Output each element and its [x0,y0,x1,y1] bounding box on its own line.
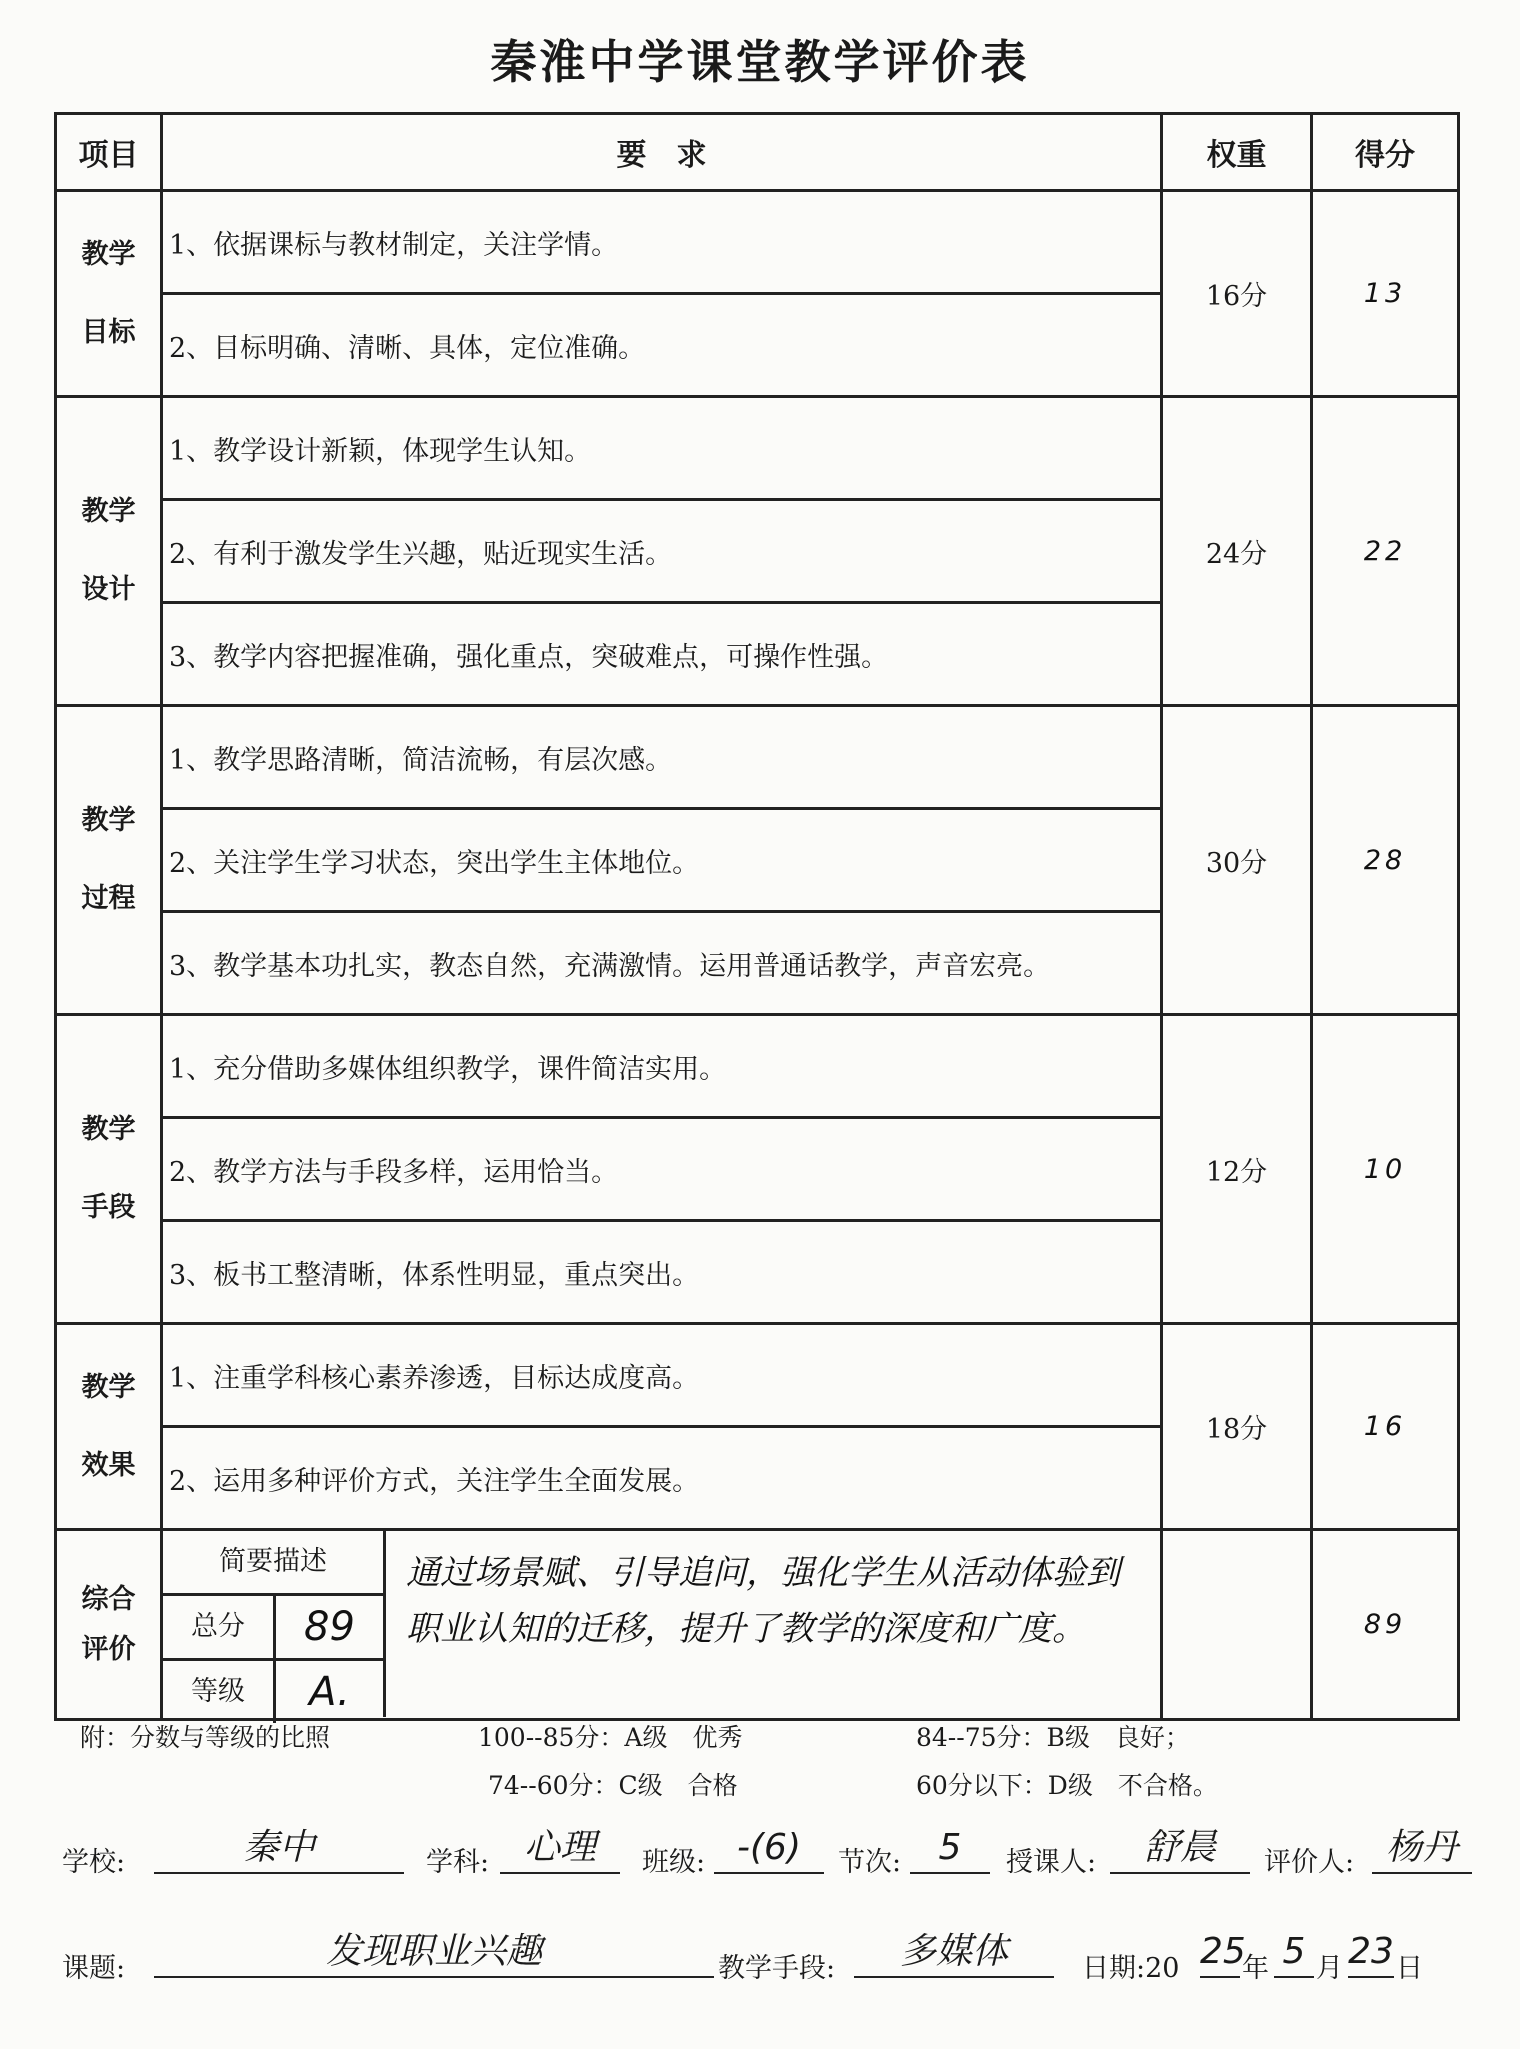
requirement-line: 1、教学思路清晰，简洁流畅，有层次感。 [163,707,1160,810]
header-weight: 权重 [1162,114,1312,191]
score-cell: 10 [1312,1015,1459,1324]
topic-field[interactable]: 发现职业兴趣 [154,1932,714,1978]
score-cell: 13 [1312,191,1459,397]
summary-description: 通过场景赋、引导追问，强化学生从活动体验到职业认知的迁移，提升了教学的深度和广度。 [406,1553,1120,1649]
grade-b-note: 84--75分：B级 良好； [916,1723,1190,1752]
weight-cell: 12分 [1162,1015,1312,1324]
topic-label: 课题: [62,1953,126,1984]
teacher-field[interactable]: 舒晨 [1110,1828,1250,1874]
requirement-line: 2、教学方法与手段多样，运用恰当。 [163,1119,1160,1222]
school-label: 学校: [62,1847,126,1878]
year-field[interactable]: 25 [1200,1932,1240,1978]
section-label: 教学 效果 [56,1324,162,1530]
grade-d-note: 60分以下：D级 不合格。 [916,1771,1218,1800]
month-label: 月 [1316,1953,1343,1984]
requirement-line: 2、有利于激发学生兴趣，贴近现实生活。 [163,501,1160,604]
notes-label: 附：分数与等级的比照 [80,1723,331,1752]
score-cell: 22 [1312,397,1459,706]
total-value: 89 [304,1604,355,1650]
score-cell: 28 [1312,706,1459,1015]
summary-weight-cell [1162,1530,1312,1720]
period-label: 节次: [838,1847,902,1878]
requirement-line: 3、板书工整清晰，体系性明显，重点突出。 [169,1259,700,1291]
form-title: 秦淮中学课堂教学评价表 [490,35,1030,89]
header-score: 得分 [1312,114,1459,191]
section-label: 教学 设计 [56,397,162,706]
evaluator-field[interactable]: 杨丹 [1372,1828,1472,1874]
teacher-label: 授课人: [1006,1847,1097,1878]
month-field[interactable]: 5 [1274,1932,1314,1978]
requirement-line: 2、关注学生学习状态，突出学生主体地位。 [163,810,1160,913]
section-row-effect [56,1324,1459,1530]
weight-cell: 30分 [1162,706,1312,1015]
grade-a-note: 100--85分：A级 优秀 [478,1723,743,1752]
means-label: 教学手段: [718,1953,836,1984]
requirement-line: 3、教学基本功扎实，教态自然，充满激情。运用普通话教学，声音宏亮。 [169,950,1051,982]
requirements-cell [162,397,1162,706]
requirements-cell [162,706,1162,1015]
weight-cell: 16分 [1162,191,1312,397]
section-row-objectives [56,191,1459,397]
evaluation-table [54,112,1460,1721]
requirement-line: 1、教学设计新颖，体现学生认知。 [163,398,1160,501]
school-field[interactable]: 秦中 [154,1828,404,1874]
grade-label: 等级 [163,1661,276,1723]
class-field[interactable]: -(6) [714,1828,824,1874]
requirement-line: 1、依据课标与教材制定，关注学情。 [163,192,1160,295]
requirements-cell [162,1324,1162,1530]
requirements-cell [162,191,1162,397]
subject-label: 学科: [426,1847,490,1878]
weight-cell: 18分 [1162,1324,1312,1530]
grade-notes [80,1718,1460,1814]
info-row-1 [54,1828,1474,1888]
day-field[interactable]: 23 [1348,1932,1394,1978]
grade-c-note: 74--60分：C级 合格 [488,1771,738,1800]
means-field[interactable]: 多媒体 [854,1932,1054,1978]
summary-content [162,1530,1162,1720]
summary-score-cell: 89 [1312,1530,1459,1720]
requirements-cell [162,1015,1162,1324]
requirement-line: 1、注重学科核心素养渗透，目标达成度高。 [163,1325,1160,1428]
summary-label: 综合 评价 [56,1530,162,1720]
section-label: 教学 目标 [56,191,162,397]
requirement-line: 2、运用多种评价方式，关注学生全面发展。 [169,1465,700,1497]
total-label: 总分 [163,1596,276,1658]
grade-value: A. [309,1669,350,1715]
class-label: 班级: [642,1847,706,1878]
section-row-design [56,397,1459,706]
section-row-means [56,1015,1459,1324]
header-requirement: 要 求 [162,114,1162,191]
score-cell: 16 [1312,1324,1459,1530]
period-field[interactable]: 5 [910,1828,990,1874]
brief-description-label: 简要描述 [219,1546,327,1577]
summary-row [56,1530,1459,1720]
evaluator-label: 评价人: [1264,1847,1355,1878]
header-item: 项目 [56,114,162,191]
section-label: 教学 过程 [56,706,162,1015]
day-label: 日 [1396,1953,1423,1984]
date-label: 日期:20 [1082,1953,1180,1984]
header-row [56,114,1459,191]
summary-mini-table [163,1531,386,1717]
requirement-line: 1、充分借助多媒体组织教学，课件简洁实用。 [163,1016,1160,1119]
section-label: 教学 手段 [56,1015,162,1324]
subject-field[interactable]: 心理 [500,1828,620,1874]
section-row-process [56,706,1459,1015]
requirement-line: 3、教学内容把握准确，强化重点，突破难点，可操作性强。 [169,641,889,673]
year-label: 年 [1242,1953,1269,1984]
info-row-2 [54,1932,1474,1992]
weight-cell: 24分 [1162,397,1312,706]
requirement-line: 2、目标明确、清晰、具体，定位准确。 [169,332,646,364]
